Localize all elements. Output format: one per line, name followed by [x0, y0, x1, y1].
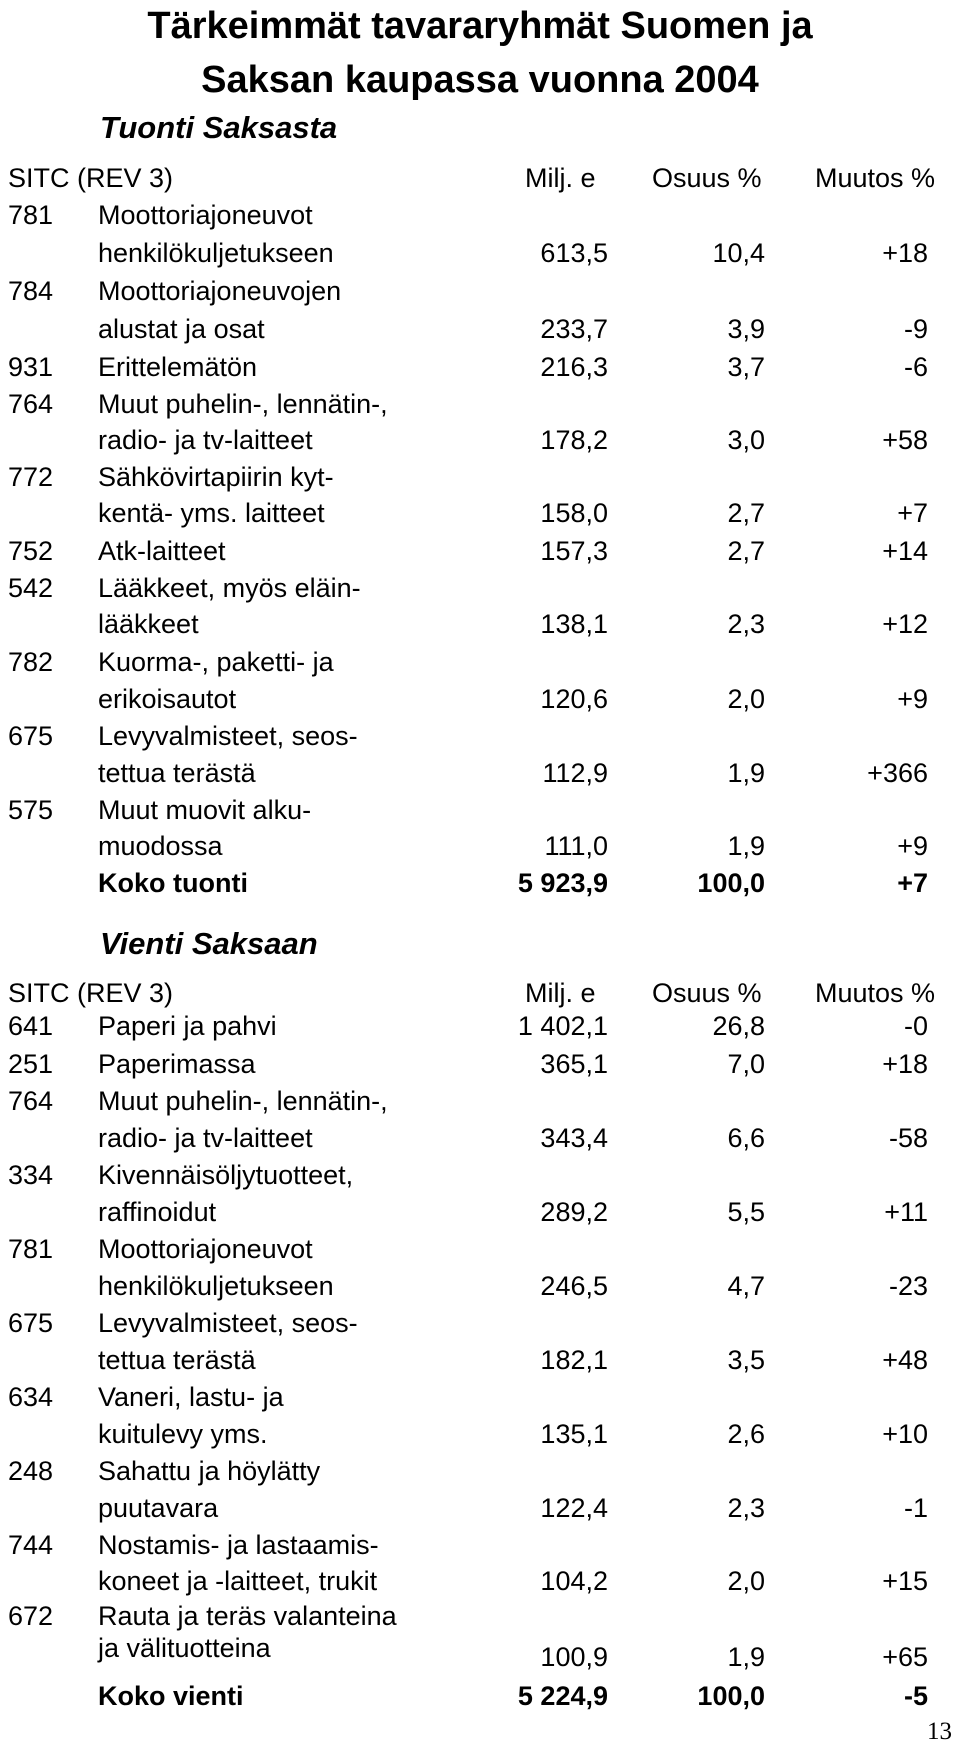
row-name-cont: radio- ja tv-laitteet: [98, 425, 313, 455]
total-share: 100,0: [697, 1681, 765, 1711]
row-name-cont: alustat ja osat: [98, 314, 265, 344]
row-name: Sähkövirtapiirin kyt-: [98, 462, 334, 492]
row-value: 111,0: [544, 831, 608, 861]
page-title-line1: Tärkeimmät tavararyhmät Suomen ja: [147, 5, 813, 47]
row-name: Erittelemätön: [98, 352, 258, 382]
row-change: +7: [897, 498, 928, 528]
row-code: 251: [8, 1049, 54, 1079]
row-share: 10,4: [712, 238, 765, 268]
total-share: 100,0: [697, 868, 765, 898]
import-header-sitc: SITC (REV 3): [8, 163, 174, 193]
row-change: -58: [888, 1123, 928, 1153]
row-change: -1: [903, 1493, 928, 1523]
row-value: 122,4: [540, 1493, 608, 1523]
row-value: 216,3: [540, 352, 608, 382]
row-code: 744: [8, 1530, 54, 1560]
row-value: 246,5: [540, 1271, 608, 1301]
row-share: 2,3: [727, 1493, 765, 1523]
row-name: Vaneri, lastu- ja: [98, 1382, 284, 1412]
import-header-value: Milj. e: [525, 163, 596, 193]
row-change: +58: [882, 425, 928, 455]
row-name: Levyvalmisteet, seos-: [98, 1308, 358, 1338]
import-header-change: Muutos %: [815, 163, 936, 193]
row-share: 3,0: [727, 425, 765, 455]
row-change: +11: [884, 1197, 928, 1227]
row-name: Moottoriajoneuvot: [98, 200, 313, 230]
row-code: 575: [8, 795, 54, 825]
row-change: +12: [882, 609, 928, 639]
row-name: Muut puhelin-, lennätin-,: [98, 389, 388, 419]
row-name-cont: henkilökuljetukseen: [98, 1271, 334, 1301]
row-change: -0: [903, 1011, 928, 1041]
row-share: 1,9: [727, 831, 765, 861]
row-share: 3,7: [727, 352, 765, 382]
import-header-share: Osuus %: [652, 163, 762, 193]
row-change: +9: [897, 684, 928, 714]
row-name-cont: raffinoidut: [98, 1197, 217, 1227]
row-name: Sahattu ja höylätty: [98, 1456, 321, 1486]
page-title-line2: Saksan kaupassa vuonna 2004: [201, 59, 759, 101]
row-name-cont: koneet ja -laitteet, trukit: [98, 1566, 378, 1596]
row-share: 2,7: [727, 536, 765, 566]
row-name: Muut muovit alku-: [98, 795, 312, 825]
export-header-sitc: SITC (REV 3): [8, 978, 174, 1008]
total-value: 5 224,9: [517, 1681, 608, 1711]
row-name-cont: kuitulevy yms.: [98, 1419, 268, 1449]
row-change: -9: [903, 314, 928, 344]
row-name-cont: henkilökuljetukseen: [98, 238, 334, 268]
row-name-cont: muodossa: [98, 831, 223, 861]
row-value: 100,9: [540, 1642, 608, 1672]
row-name-cont: ja välituotteina: [98, 1633, 271, 1663]
row-value: 158,0: [540, 498, 608, 528]
row-name-cont: kentä- yms. laitteet: [98, 498, 325, 528]
row-code: 675: [8, 1308, 54, 1338]
row-name-cont: lääkkeet: [98, 609, 199, 639]
row-value: 365,1: [540, 1049, 608, 1079]
row-share: 2,0: [727, 1566, 765, 1596]
row-name: Levyvalmisteet, seos-: [98, 721, 358, 751]
row-code: 781: [8, 200, 54, 230]
row-change: +18: [882, 1049, 928, 1079]
row-share: 26,8: [712, 1011, 765, 1041]
row-name: Kivennäisöljytuotteet,: [98, 1160, 354, 1190]
total-value: 5 923,9: [517, 868, 608, 898]
row-change: +48: [882, 1345, 928, 1375]
row-code: 931: [8, 352, 54, 382]
row-value: 613,5: [540, 238, 608, 268]
row-code: 672: [8, 1601, 54, 1631]
row-code: 784: [8, 276, 54, 306]
row-value: 104,2: [540, 1566, 608, 1596]
row-name-cont: radio- ja tv-laitteet: [98, 1123, 313, 1153]
row-share: 2,3: [727, 609, 765, 639]
row-change: +9: [897, 831, 928, 861]
row-share: 7,0: [727, 1049, 765, 1079]
total-change: +7: [897, 868, 928, 898]
row-name-cont: erikoisautot: [98, 684, 237, 714]
export-header-share: Osuus %: [652, 978, 762, 1008]
row-code: 764: [8, 389, 54, 419]
row-change: -23: [888, 1271, 928, 1301]
row-value: 343,4: [540, 1123, 608, 1153]
row-change: +65: [882, 1642, 928, 1672]
row-value: 138,1: [540, 609, 608, 639]
total-label: Koko vienti: [98, 1681, 244, 1711]
row-change: +15: [882, 1566, 928, 1596]
row-share: 4,7: [727, 1271, 765, 1301]
row-code: 772: [8, 462, 54, 492]
row-name: Moottoriajoneuvojen: [98, 276, 342, 306]
row-change: +14: [882, 536, 928, 566]
export-header-change: Muutos %: [815, 978, 936, 1008]
row-code: 248: [8, 1456, 54, 1486]
row-code: 752: [8, 536, 54, 566]
row-value: 157,3: [540, 536, 608, 566]
row-code: 334: [8, 1160, 54, 1190]
row-share: 3,5: [727, 1345, 765, 1375]
row-share: 1,9: [727, 758, 765, 788]
row-code: 634: [8, 1382, 54, 1412]
row-name: Muut puhelin-, lennätin-,: [98, 1086, 388, 1116]
total-change: -5: [903, 1681, 928, 1711]
row-value: 233,7: [540, 314, 608, 344]
row-value: 182,1: [540, 1345, 608, 1375]
row-value: 178,2: [540, 425, 608, 455]
export-heading: Vienti Saksaan: [100, 926, 318, 961]
row-value: 1 402,1: [517, 1011, 608, 1041]
row-name: Lääkkeet, myös eläin-: [98, 573, 361, 603]
row-name: Atk-laitteet: [98, 536, 226, 566]
row-share: 5,5: [727, 1197, 765, 1227]
row-name-cont: puutavara: [98, 1493, 219, 1523]
export-header-value: Milj. e: [525, 978, 596, 1008]
row-value: 135,1: [540, 1419, 608, 1449]
row-share: 2,0: [727, 684, 765, 714]
row-change: +10: [882, 1419, 928, 1449]
row-share: 1,9: [727, 1642, 765, 1672]
row-change: -6: [903, 352, 928, 382]
row-name: Moottoriajoneuvot: [98, 1234, 313, 1264]
row-name: Kuorma-, paketti- ja: [98, 647, 334, 677]
row-share: 2,7: [727, 498, 765, 528]
row-name: Paperimassa: [98, 1049, 256, 1079]
row-name: Paperi ja pahvi: [98, 1011, 277, 1041]
row-code: 675: [8, 721, 54, 751]
row-change: +366: [867, 758, 928, 788]
row-value: 112,9: [542, 758, 608, 788]
row-code: 781: [8, 1234, 54, 1264]
row-value: 289,2: [540, 1197, 608, 1227]
row-name-cont: tettua terästä: [98, 1345, 256, 1375]
import-heading: Tuonti Saksasta: [100, 110, 338, 145]
page-number: 13: [927, 1718, 952, 1745]
row-code: 764: [8, 1086, 54, 1116]
row-change: +18: [882, 238, 928, 268]
row-name-cont: tettua terästä: [98, 758, 256, 788]
total-label: Koko tuonti: [98, 868, 248, 898]
row-share: 3,9: [727, 314, 765, 344]
row-share: 6,6: [727, 1123, 765, 1153]
row-share: 2,6: [727, 1419, 765, 1449]
row-name: Nostamis- ja lastaamis-: [98, 1530, 379, 1560]
row-value: 120,6: [540, 684, 608, 714]
row-code: 782: [8, 647, 54, 677]
row-code: 641: [8, 1011, 54, 1041]
row-code: 542: [8, 573, 54, 603]
row-name: Rauta ja teräs valanteina: [98, 1601, 397, 1631]
